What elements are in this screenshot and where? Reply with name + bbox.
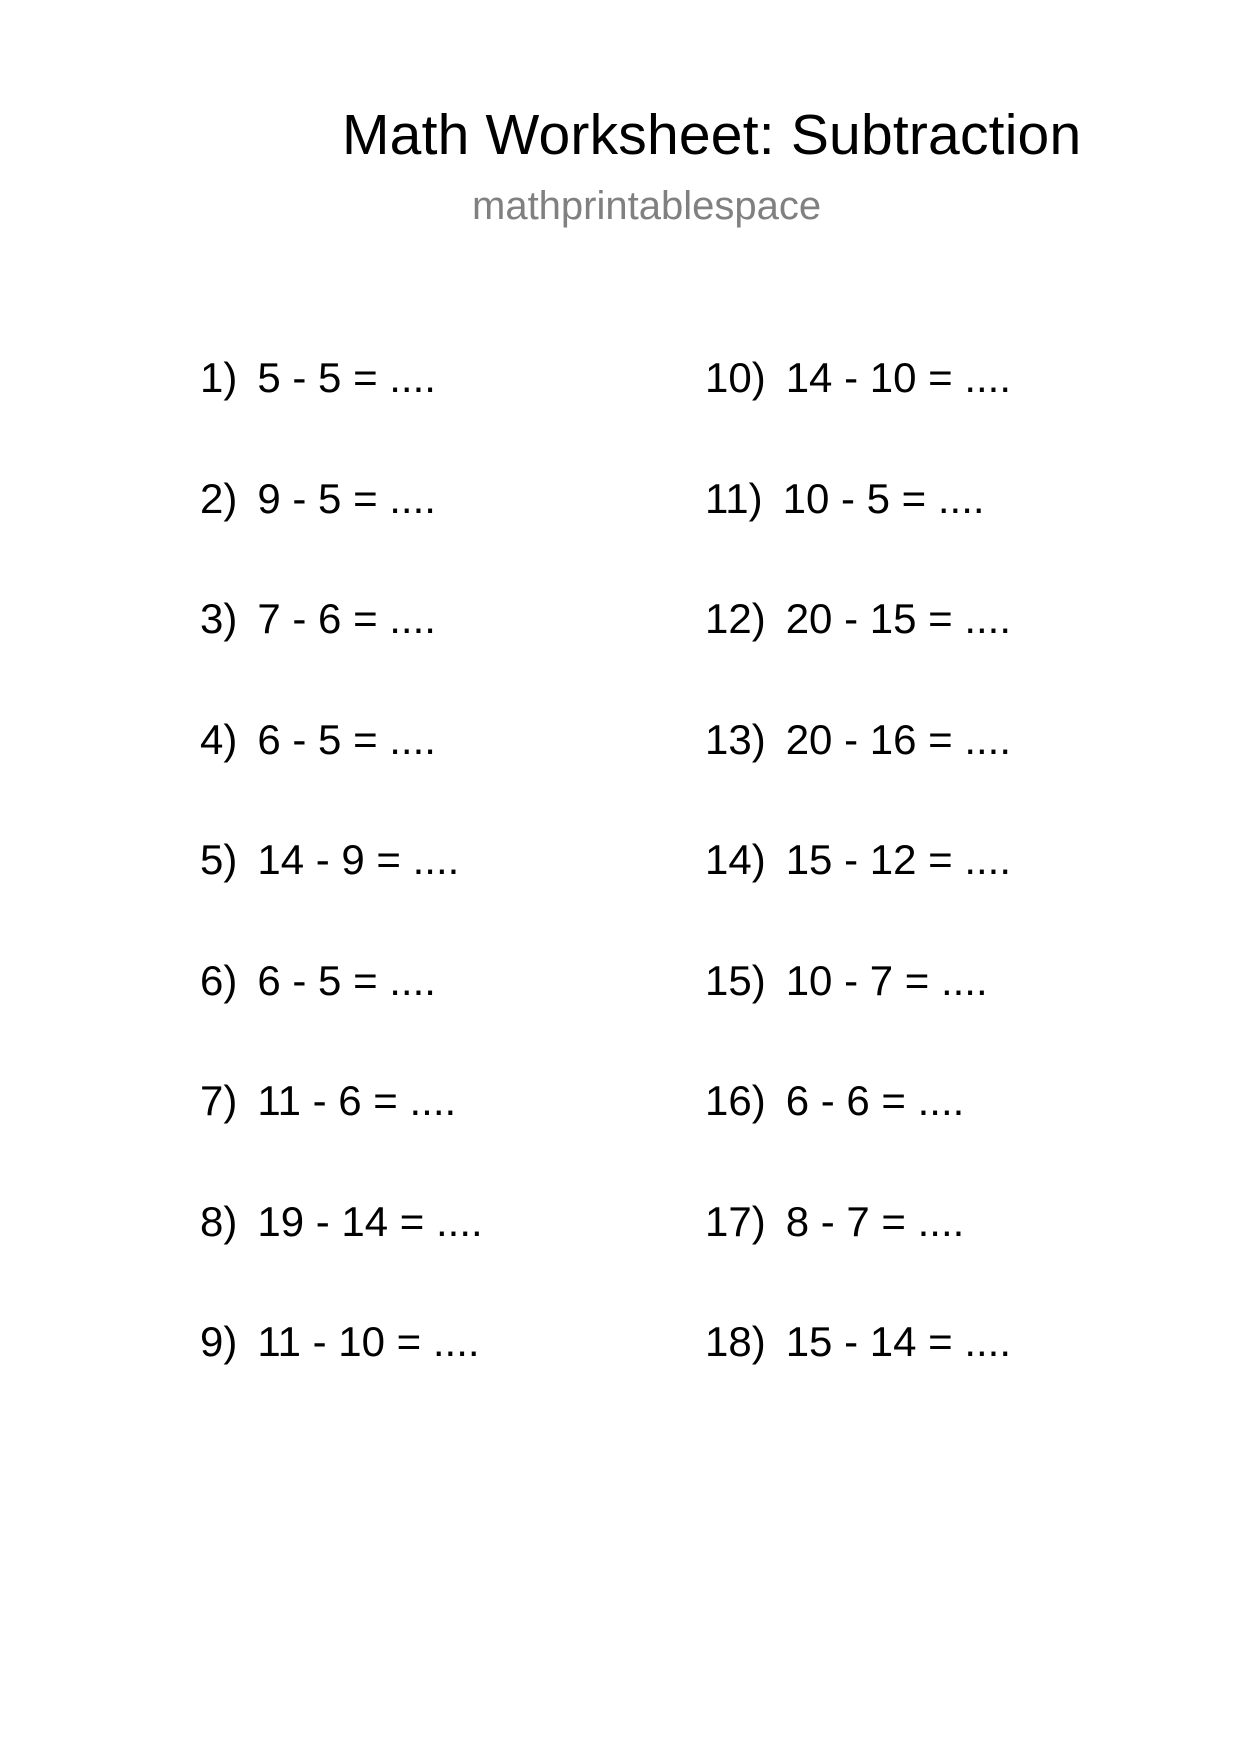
problem-item (705, 710, 1225, 831)
problem-item (200, 1192, 720, 1313)
problem-item (200, 348, 720, 469)
problem-number: 12) (705, 595, 766, 642)
problem-number: 18) (705, 1318, 766, 1365)
problem-column-left (200, 348, 720, 1433)
problem-item (200, 1071, 720, 1192)
problem-item (200, 951, 720, 1072)
problem-expression: 9 - 5 = .... (257, 474, 436, 522)
problem-item (200, 469, 720, 590)
problem-number: 5) (200, 836, 238, 883)
problem-number: 2) (200, 474, 238, 522)
problem-number: 9) (200, 1318, 238, 1365)
problem-item (200, 710, 720, 831)
problem-expression: 5 - 5 = .... (257, 354, 436, 401)
problem-item (705, 348, 1225, 469)
problem-number: 6) (200, 956, 238, 1004)
problem-expression: 8 - 7 = .... (785, 1197, 965, 1245)
problem-expression: 19 - 14 = .... (257, 1197, 483, 1245)
problem-expression: 6 - 5 = .... (257, 956, 436, 1004)
worksheet-header (0, 98, 1240, 178)
problem-number: 8) (200, 1197, 238, 1245)
problem-expression: 7 - 6 = .... (257, 595, 436, 642)
problem-number: 4) (200, 715, 238, 763)
problem-expression: 11 - 10 = .... (257, 1318, 480, 1365)
problem-expression: 6 - 5 = .... (257, 715, 436, 763)
problem-expression: 10 - 7 = .... (785, 956, 988, 1004)
problem-number: 13) (705, 715, 766, 763)
problem-number: 15) (705, 956, 766, 1004)
problem-item (200, 589, 720, 710)
problem-expression: 15 - 14 = .... (785, 1318, 1012, 1365)
page-title: Math Worksheet: Subtraction (342, 103, 1082, 167)
problem-expression: 10 - 5 = .... (782, 474, 985, 522)
problem-expression: 20 - 15 = .... (785, 595, 1012, 642)
problem-number: 14) (705, 836, 766, 883)
problem-expression: 6 - 6 = .... (785, 1077, 965, 1124)
problem-expression: 15 - 12 = .... (785, 836, 1012, 883)
problem-item (705, 1192, 1225, 1313)
problem-column-right (705, 348, 1225, 1433)
problem-item (200, 1312, 720, 1433)
problem-number: 3) (200, 595, 238, 642)
problem-expression: 14 - 9 = .... (257, 836, 460, 883)
problem-item (705, 830, 1225, 951)
problem-expression: 14 - 10 = .... (785, 354, 1012, 401)
problem-number: 7) (200, 1077, 238, 1124)
problem-item (200, 830, 720, 951)
problem-item (705, 589, 1225, 710)
problem-number: 1) (200, 354, 238, 401)
problem-number: 16) (705, 1077, 766, 1124)
problem-item (705, 1071, 1225, 1192)
problem-item (705, 951, 1225, 1072)
problem-number: 11) (705, 474, 763, 522)
problem-number: 10) (705, 354, 766, 401)
problem-item (705, 1312, 1225, 1433)
problem-item (705, 469, 1225, 590)
problem-number: 17) (705, 1197, 766, 1245)
problem-expression: 20 - 16 = .... (785, 715, 1012, 763)
page-subtitle: mathprintablespace (472, 184, 822, 228)
problem-expression: 11 - 6 = .... (257, 1077, 457, 1124)
